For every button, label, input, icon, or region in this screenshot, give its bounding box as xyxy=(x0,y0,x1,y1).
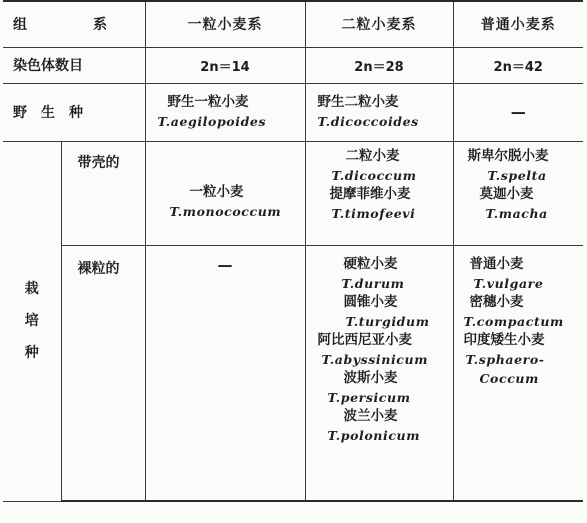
wild-einkorn-cell xyxy=(145,83,305,141)
wild-emmer-cell xyxy=(305,83,453,141)
naked-common-cn-3: 印度矮生小麦 xyxy=(463,331,545,348)
naked-emmer-latin-2: T.turgidum xyxy=(345,313,430,329)
wild-common-dash: — xyxy=(453,83,583,141)
wild-emmer-latin: T.dicoccoides xyxy=(317,114,419,129)
wild-row xyxy=(3,83,583,141)
wild-label-cell xyxy=(3,83,145,141)
chromosome-row xyxy=(3,47,583,83)
naked-common-cell xyxy=(453,245,583,501)
naked-emmer-cn-4: 波斯小麦 xyxy=(343,369,398,386)
chromosome-common: 2n＝42 xyxy=(453,47,583,83)
header-group-label: 组 系 xyxy=(13,17,133,34)
cultivated-char-2: 培 xyxy=(24,313,39,329)
naked-einkorn-dash: — xyxy=(145,245,305,501)
hulled-einkorn-cn: 一粒小麦 xyxy=(189,184,244,200)
naked-common-cn-1: 普通小麦 xyxy=(469,255,524,272)
hulled-einkorn-latin: T.monococcum xyxy=(169,204,282,219)
hulled-einkorn-cell xyxy=(145,141,305,245)
wild-einkorn-cn: 野生一粒小麦 xyxy=(167,94,249,110)
header-emmer: 二粒小麦系 xyxy=(305,1,453,47)
naked-emmer-latin-5: T.polonicum xyxy=(327,427,421,443)
naked-common-latin-1: T.vulgare xyxy=(473,275,544,291)
wild-einkorn-latin: T.aegilopoides xyxy=(157,114,267,129)
hulled-emmer-cn-1: 二粒小麦 xyxy=(345,147,400,164)
wild-label: 野生种 xyxy=(13,105,97,121)
chromosome-emmer: 2n＝28 xyxy=(305,47,453,83)
header-common: 普通小麦系 xyxy=(453,1,583,47)
cultivated-char-1: 栽 xyxy=(24,281,39,297)
naked-emmer-cell xyxy=(305,245,453,501)
hulled-label: 带壳的 xyxy=(61,141,145,245)
hulled-common-latin-1: T.spelta xyxy=(487,167,547,183)
naked-emmer-cn-3: 阿比西尼亚小麦 xyxy=(317,331,412,348)
naked-common-latin-4: Coccum xyxy=(479,370,539,386)
hulled-emmer-cell xyxy=(305,141,453,245)
naked-common-latin-2: T.compactum xyxy=(463,313,564,329)
hulled-common-latin-2: T.macha xyxy=(485,205,548,221)
naked-common-cn-2: 密穗小麦 xyxy=(469,293,524,310)
cultivated-char-3: 种 xyxy=(24,345,39,361)
naked-emmer-cn-1: 硬粒小麦 xyxy=(343,255,398,272)
hulled-emmer-latin-1: T.dicoccum xyxy=(331,167,417,183)
header-row xyxy=(3,1,583,47)
hulled-common-cell xyxy=(453,141,583,245)
chromosome-label: 染色体数目 xyxy=(3,47,145,83)
naked-emmer-cn-2: 圆锥小麦 xyxy=(343,293,398,310)
hulled-common-cn-1: 斯卑尔脱小麦 xyxy=(467,147,549,164)
naked-emmer-cn-5: 波兰小麦 xyxy=(343,407,398,424)
naked-common-latin-3: T.sphaero- xyxy=(465,351,545,367)
header-einkorn: 一粒小麦系 xyxy=(145,1,305,47)
wheat-classification-table xyxy=(3,0,583,502)
wild-emmer-cn: 野生二粒小麦 xyxy=(317,94,399,110)
hulled-emmer-latin-2: T.timofeevi xyxy=(331,205,416,221)
naked-label: 裸粒的 xyxy=(61,245,145,501)
naked-emmer-latin-4: T.persicum xyxy=(327,389,411,405)
hulled-emmer-cn-2: 提摩菲维小麦 xyxy=(329,185,411,202)
naked-emmer-latin-1: T.durum xyxy=(341,275,405,291)
cultivated-label-cell xyxy=(3,141,61,501)
naked-row xyxy=(3,245,583,501)
hulled-row xyxy=(3,141,583,245)
naked-emmer-latin-3: T.abyssinicum xyxy=(321,351,429,367)
hulled-common-cn-2: 莫迦小麦 xyxy=(479,185,534,202)
header-group-cell xyxy=(3,1,145,47)
chromosome-einkorn: 2n＝14 xyxy=(145,47,305,83)
